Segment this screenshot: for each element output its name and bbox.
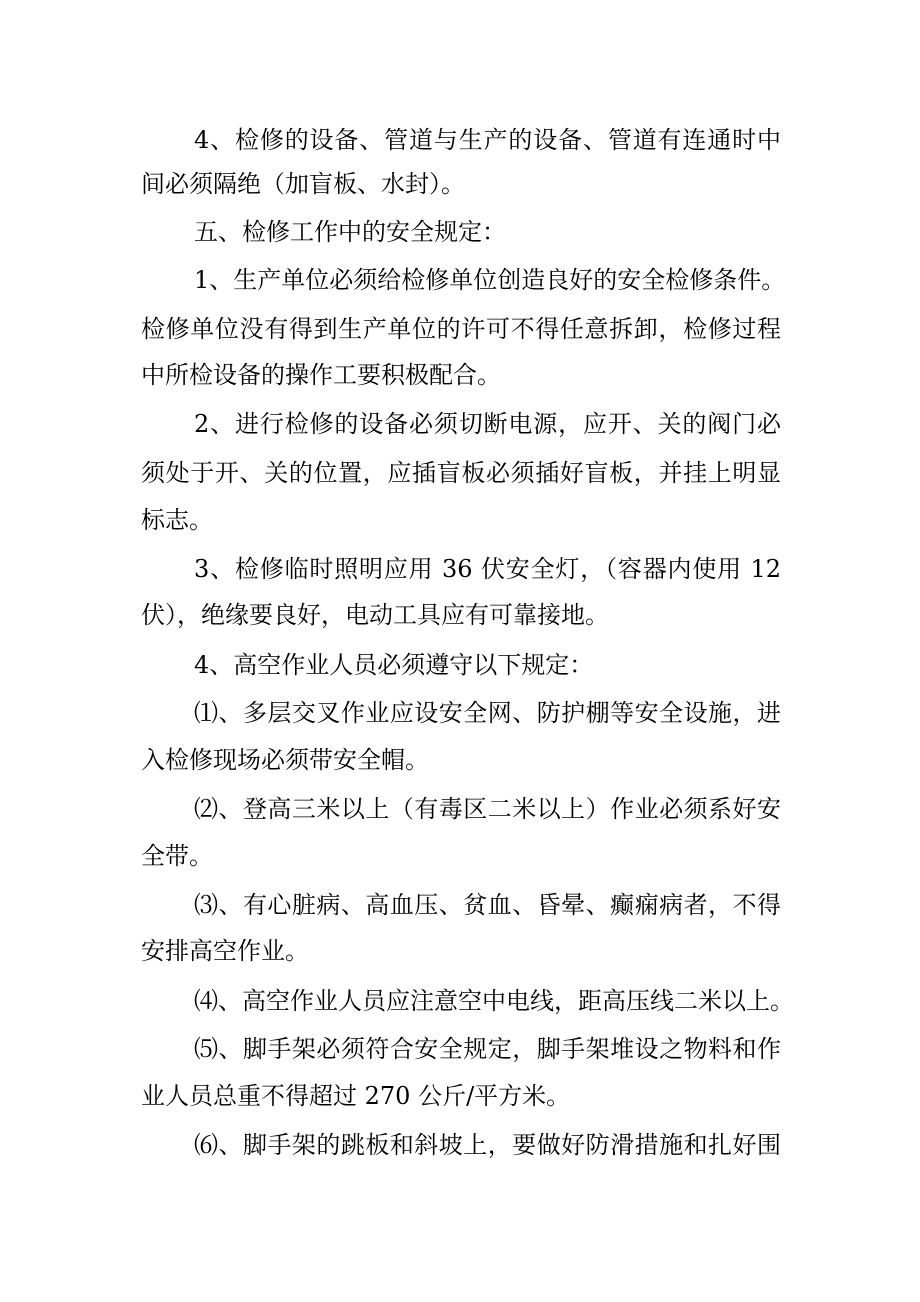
paragraph-line: 1、生产单位必须给检修单位创造良好的安全检修条件。 [194, 266, 786, 294]
paragraph-line: 3、检修临时照明应用 36 伏安全灯，（容器内使用 12 [194, 555, 781, 583]
list-item-line: ⑶、有心脏病、高血压、贫血、昏晕、癫痫病者，不得 [194, 891, 781, 919]
paragraph-line: 检修单位没有得到生产单位的许可不得任意拆卸，检修过程 [141, 315, 781, 343]
list-item-line: 安排高空作业。 [141, 937, 309, 965]
paragraph-line: 伏），绝缘要良好，电动工具应有可靠接地。 [141, 601, 609, 629]
list-item-line: 入检修现场必须带安全帽。 [141, 746, 429, 774]
list-item-line: ⑹、脚手架的跳板和斜坡上，要做好防滑措施和扎好围 [194, 1131, 781, 1159]
paragraph-line: 标志。 [141, 506, 213, 534]
paragraph-line: 2、进行检修的设备必须切断电源，应开、关的阀门必 [194, 410, 781, 438]
paragraph-line: 4、高空作业人员必须遵守以下规定： [194, 651, 594, 679]
paragraph-line: 间必须隔绝（加盲板、水封）。 [141, 170, 465, 198]
paragraph-line: 须处于开、关的位置，应插盲板必须插好盲板，并挂上明显 [141, 459, 781, 487]
section-heading: 五、检修工作中的安全规定： [194, 218, 506, 246]
paragraph-line: 4、检修的设备、管道与生产的设备、管道有连通时中 [194, 126, 781, 154]
list-item-line: ⑵、登高三米以上（有毒区二米以上）作业必须系好安 [194, 795, 781, 823]
paragraph-line: 中所检设备的操作工要积极配合。 [141, 361, 501, 389]
list-item-line: ⑷、高空作业人员应注意空中电线，距高压线二米以上。 [194, 987, 794, 1015]
list-item-line: 全带。 [141, 842, 213, 870]
list-item-line: ⑴、多层交叉作业应设安全网、防护棚等安全设施，进 [194, 699, 781, 727]
list-item-line: 业人员总重不得超过 270 公斤/平方米。 [141, 1082, 571, 1110]
list-item-line: ⑸、脚手架必须符合安全规定，脚手架堆设之物料和作 [194, 1035, 781, 1063]
